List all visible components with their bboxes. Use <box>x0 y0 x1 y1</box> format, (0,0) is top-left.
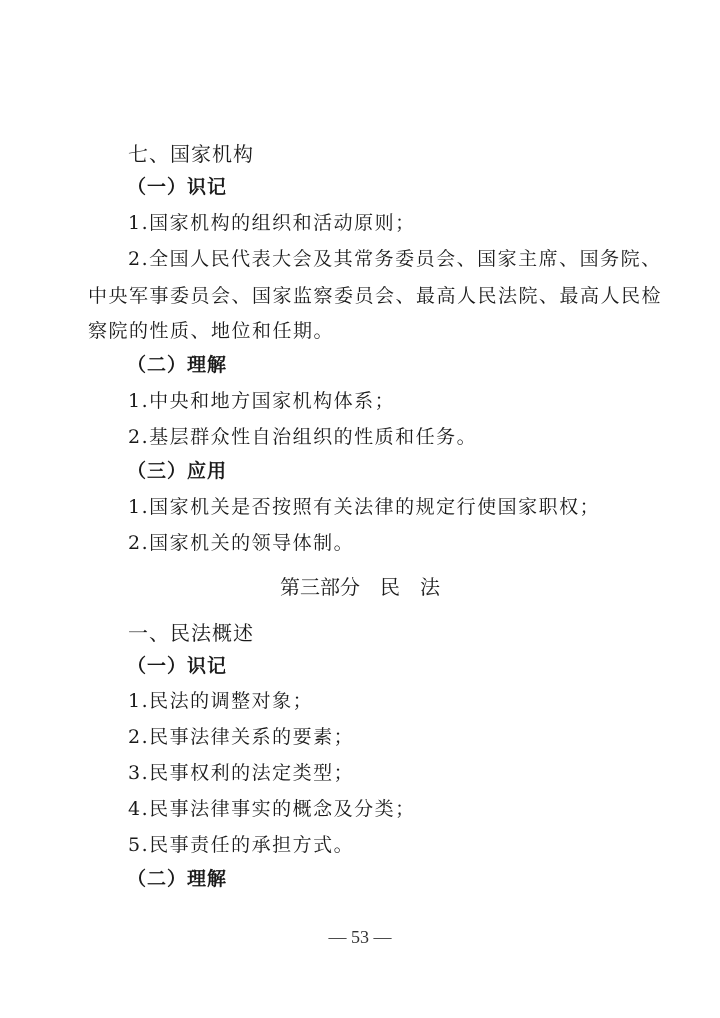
list-item: 2.国家机关的领导体制。 <box>128 532 355 554</box>
list-item: 4.民事法律事实的概念及分类； <box>128 798 416 820</box>
subsection-heading: （一）识记 <box>127 655 228 677</box>
subsection-heading: （三）应用 <box>127 460 228 482</box>
section-title: 七、国家机构 <box>128 142 254 166</box>
list-item: 1.国家机关是否按照有关法律的规定行使国家职权； <box>128 496 601 518</box>
subsection-heading: （二）理解 <box>127 868 228 890</box>
list-item: 5.民事责任的承担方式。 <box>128 834 355 856</box>
page-number: — 53 — <box>328 927 392 947</box>
list-item-continuation: 察院的性质、地位和任期。 <box>88 320 335 342</box>
subsection-heading: （二）理解 <box>127 354 228 376</box>
part-title: 第三部分 民 法 <box>280 575 440 599</box>
list-item: 1.国家机构的组织和活动原则； <box>128 212 416 234</box>
list-item: 1.中央和地方国家机构体系； <box>128 390 396 412</box>
section-title: 一、民法概述 <box>128 621 254 645</box>
list-item: 2.全国人民代表大会及其常务委员会、国家主席、国务院、 <box>128 248 662 270</box>
list-item-continuation: 中央军事委员会、国家监察委员会、最高人民法院、最高人民检 <box>88 285 663 307</box>
list-item: 1.民法的调整对象； <box>128 690 314 712</box>
list-item: 3.民事权利的法定类型； <box>128 762 355 784</box>
list-item: 2.民事法律关系的要素； <box>128 726 355 748</box>
list-item: 2.基层群众性自治组织的性质和任务。 <box>128 426 478 448</box>
subsection-heading: （一）识记 <box>127 176 228 198</box>
